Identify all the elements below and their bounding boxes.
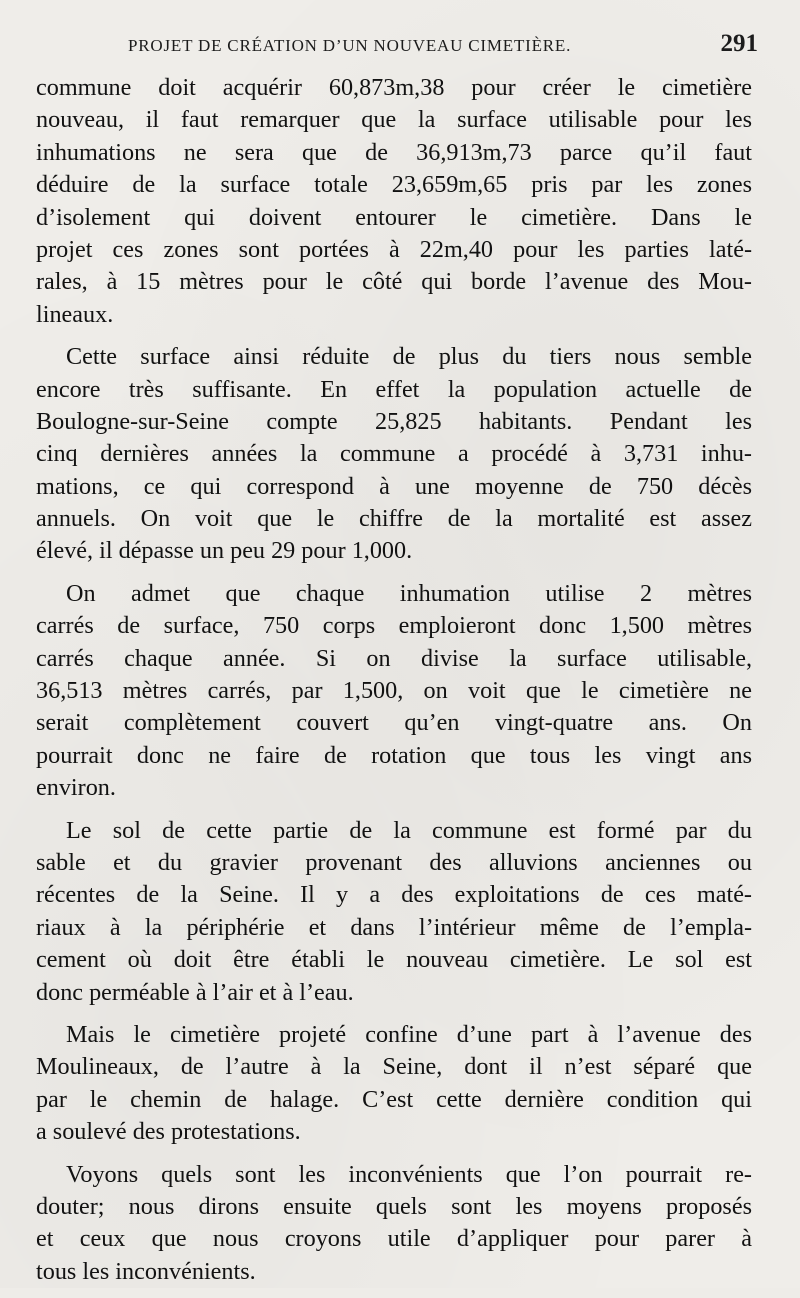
text-line: Boulogne-sur-Seine compte 25,825 habitants. Pendant les — [36, 407, 752, 435]
text-line: 36,513 mètres carrés, par 1,500, on voit que le cimetière ne — [36, 677, 752, 705]
text-line: Voyons quels sont les inconvénients que l’on pourrait re- — [66, 1160, 752, 1188]
text-line: Cette surface ainsi réduite de plus du tiers nous semble — [66, 343, 752, 371]
text-line: riaux à la périphérie et dans l’intérieur même de l’empla- — [36, 913, 752, 941]
text-line: cinq dernières années la commune a procédé à 3,731 inhu- — [36, 440, 752, 468]
paragraph-1 — [36, 72, 752, 331]
text-line: On admet que chaque inhumation utilise 2 mètres — [66, 579, 752, 607]
text-line: inhumations ne sera que de 36,913m,73 parce qu’il faut — [36, 138, 752, 166]
page-number: 291 — [720, 30, 758, 57]
text-line: commune doit acquérir 60,873m,38 pour créer le cimetière — [36, 74, 752, 101]
text-line: mations, ce qui correspond à une moyenne de 750 décès — [36, 472, 752, 500]
text-line: élevé, il dépasse un peu 29 pour 1,000. — [36, 537, 413, 565]
text-line: carrés chaque année. Si on divise la surface utilisable, — [36, 644, 752, 672]
text-line: nouveau, il faut remarquer que la surface utilisable pour les — [36, 106, 752, 134]
text-line: encore très suffisante. En effet la population actuelle de — [36, 375, 752, 403]
paragraph-6 — [36, 1159, 752, 1289]
page-header — [128, 30, 758, 64]
text-line: projet ces zones sont portées à 22m,40 pour les parties laté- — [36, 235, 752, 263]
text-line: récentes de la Seine. Il y a des exploitations de ces maté- — [36, 881, 752, 909]
text-line: lineaux. — [36, 300, 114, 328]
text-line: déduire de la surface totale 23,659m,65 pris par les zones — [36, 171, 752, 199]
text-line: et ceux que nous croyons utile d’appliquer pour parer à — [36, 1225, 752, 1253]
text-line: douter; nous dirons ensuite quels sont les moyens proposés — [36, 1192, 752, 1220]
text-line: sable et du gravier provenant des alluvions anciennes ou — [36, 848, 752, 876]
paragraph-5 — [36, 1019, 752, 1149]
text-line: annuels. On voit que le chiffre de la mortalité est assez — [36, 505, 752, 533]
text-line: par le chemin de halage. C’est cette dernière condition qui — [36, 1085, 752, 1113]
text-line: pourrait donc ne faire de rotation que tous les vingt ans — [36, 741, 752, 769]
text-line: cement où doit être établi le nouveau cimetière. Le sol est — [36, 946, 752, 974]
paragraph-3 — [36, 578, 752, 805]
paragraph-2 — [36, 341, 752, 568]
text-line: donc perméable à l’air et à l’eau. — [36, 978, 354, 1006]
paragraph-4 — [36, 815, 752, 1009]
body-text — [36, 72, 752, 1298]
text-line: serait complètement couvert qu’en vingt-quatre ans. On — [36, 709, 752, 737]
text-line: Moulineaux, de l’autre à la Seine, dont il n’est séparé que — [36, 1053, 752, 1081]
text-line: carrés de surface, 750 corps emploieront donc 1,500 mètres — [36, 612, 752, 640]
text-line: environ. — [36, 774, 116, 802]
text-line: d’isolement qui doivent entourer le cimetière. Dans le — [36, 203, 752, 231]
text-line: Mais le cimetière projeté confine d’une part à l’avenue des — [66, 1020, 752, 1048]
text-line: rales, à 15 mètres pour le côté qui borde l’avenue des Mou- — [36, 268, 752, 296]
text-line: Le sol de cette partie de la commune est formé par du — [66, 816, 752, 844]
text-line: a soulevé des protestations. — [36, 1118, 301, 1146]
running-title: PROJET DE CRÉATION D’UN NOUVEAU CIMETIÈRE. — [128, 36, 572, 55]
text-line: tous les inconvénients. — [36, 1257, 256, 1285]
